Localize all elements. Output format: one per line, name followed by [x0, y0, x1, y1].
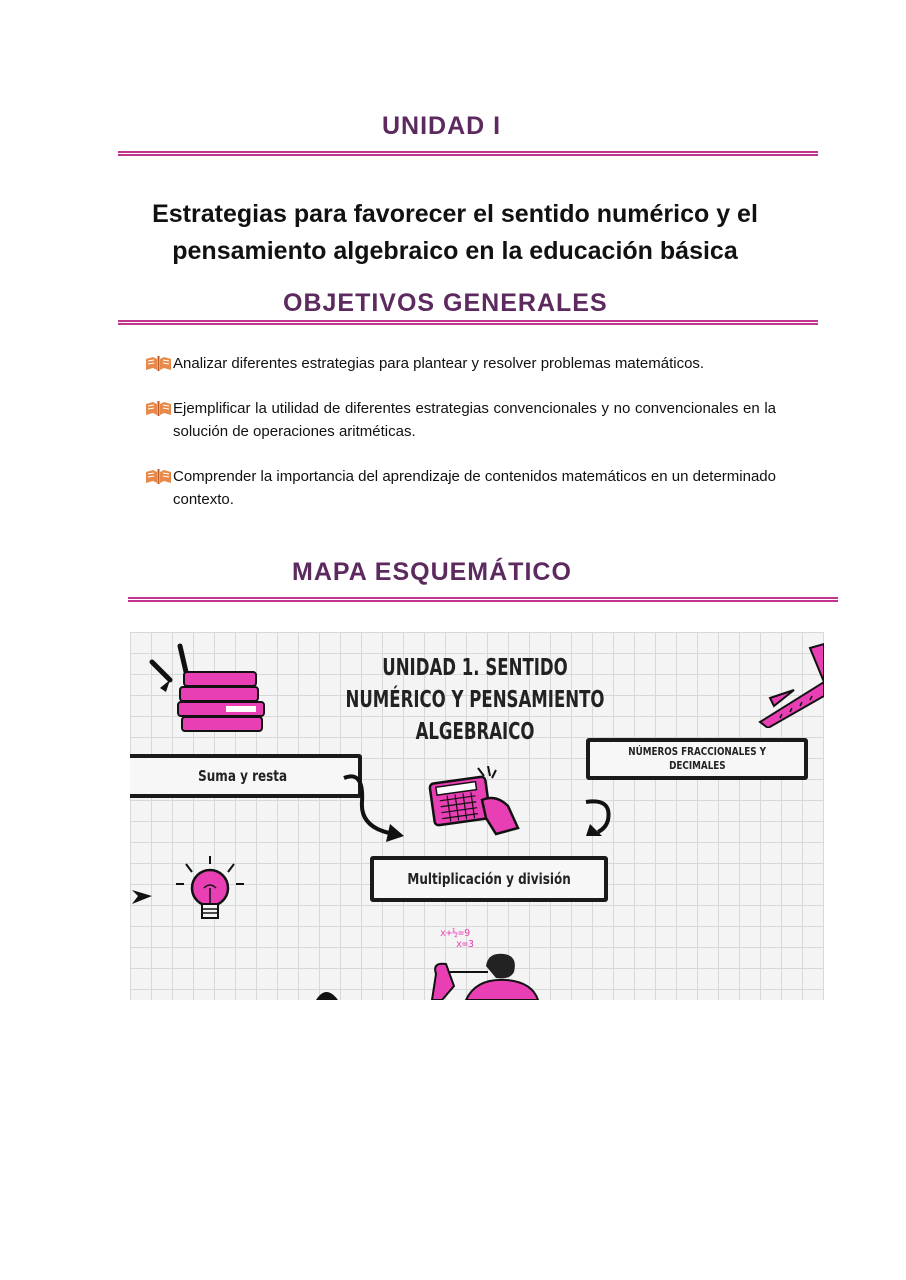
map-heading-rule	[128, 597, 838, 602]
objectives-heading-rule	[118, 320, 818, 325]
map-node-fraccionales-line-1: NÚMEROS FRACCIONALES Y	[628, 745, 766, 758]
objectives-heading: OBJETIVOS GENERALES	[283, 289, 608, 317]
objectives-list	[144, 352, 776, 533]
book-bullet-icon	[144, 467, 173, 485]
book-bullet-icon	[144, 354, 173, 372]
map-heading: MAPA ESQUEMÁTICO	[292, 558, 572, 586]
map-title	[331, 652, 619, 748]
page-subtitle	[110, 196, 800, 270]
ruler-triangle-icon	[750, 642, 824, 728]
map-node-multiplicacion-label: Multiplicación y división	[407, 870, 571, 888]
curved-arrow-icon	[340, 772, 410, 852]
unit-heading-rule	[118, 151, 818, 156]
objective-text: Analizar diferentes estrategias para plantear y resolver problemas matemáticos.	[173, 355, 705, 372]
small-arrow-icon	[130, 886, 154, 908]
schematic-map-image	[130, 632, 824, 1000]
subtitle-line-2: pensamiento algebraico en la educación básica	[172, 237, 738, 265]
lightbulb-icon	[174, 854, 246, 934]
map-title-line-1: UNIDAD 1. SENTIDO NUMÉRICO Y PENSAMIENTO	[345, 655, 605, 713]
person-illustration	[426, 950, 546, 1000]
objective-item	[144, 465, 776, 511]
books-icon	[176, 670, 268, 734]
map-node-fraccionales	[586, 738, 808, 780]
map-title-line-2: ALGEBRAICO	[415, 719, 535, 745]
map-node-suma-resta-label: Suma y resta	[198, 767, 288, 785]
equation-note	[440, 928, 474, 950]
equation-line-2: x=3	[456, 939, 475, 950]
calculator-icon	[426, 766, 522, 836]
map-node-multiplicacion	[370, 856, 608, 902]
book-bullet-icon	[144, 399, 173, 417]
objective-text: Ejemplificar la utilidad de diferentes estrategias convencionales y no convencionales en la solución de operaciones aritméticas.	[173, 400, 776, 440]
curved-arrow-icon	[580, 796, 616, 838]
map-node-suma-resta	[130, 754, 362, 798]
equation-line-1: x+½=9	[440, 928, 471, 939]
partial-shape-icon	[314, 988, 340, 1000]
unit-heading: UNIDAD I	[382, 112, 502, 140]
objective-item	[144, 397, 776, 443]
subtitle-line-1: Estrategias para favorecer el sentido numérico y el	[152, 200, 758, 228]
objective-item	[144, 352, 776, 375]
objective-text: Comprender la importancia del aprendizaje de contenidos matemáticos en un determinado contexto.	[173, 468, 776, 508]
map-node-fraccionales-line-2: DECIMALES	[668, 759, 726, 772]
